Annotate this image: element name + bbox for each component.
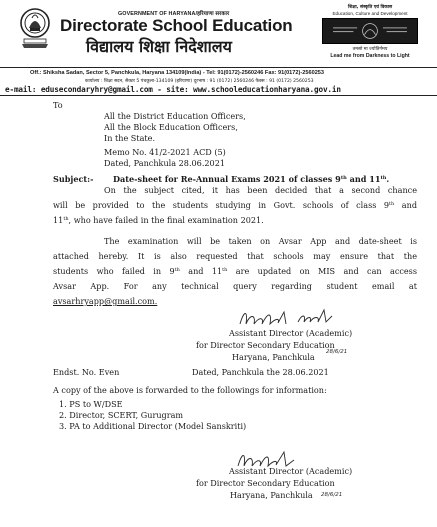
handwritten-date: 28/6/21 xyxy=(326,349,348,355)
endorsement-number: Endst. No. Even xyxy=(53,367,120,377)
signatory-title: Assistant Director (Academic) xyxy=(229,328,353,338)
paragraph-2-line-3: students who failed in 9th and 11th are updated on MIS and can access xyxy=(53,266,417,276)
contact-email-website: e-mail: edusecondaryhry@gmail.com - site: www.schooleducationharyana.gov.in xyxy=(5,85,341,94)
recipient-line: All the Block Education Officers, xyxy=(104,122,238,132)
copy-list-item: 1. PS to W/DSE xyxy=(59,399,123,409)
copy-forward-line: A copy of the above is forwarded to the followings for information: xyxy=(53,385,327,395)
paragraph-2-line-2: attached hereby. It is also requested that schools may ensure that the xyxy=(53,251,417,261)
copy-list-item: 3. PA to Additional Director (Model Sanskriti) xyxy=(59,421,247,431)
letterhead-divider-bottom xyxy=(0,95,437,96)
letterhead-right-block xyxy=(308,4,432,59)
signatory-title: Assistant Director (Academic) xyxy=(229,466,353,476)
recipient-line: All the District Education Officers, xyxy=(104,111,246,121)
haryana-emblem-icon xyxy=(18,6,52,50)
support-email-link[interactable]: avsarhryapp@gmail.com. xyxy=(53,296,158,306)
signatory-place: Haryana, Panchkula xyxy=(232,352,315,362)
office-address-english: Off.: Shiksha Sadan, Sector 5, Panchkula, Haryana 134109(India) - Tel: 91(0172)-2560246 Fax: 91(0172)-2560253 xyxy=(30,70,325,76)
paragraph-1-line-2: will be provided to the students studying in Govt. schools of class 9th and xyxy=(53,200,417,210)
paragraph-2-line-1: The examination will be taken on Avsar App and date-sheet is xyxy=(104,236,417,246)
motto-english: Lead me from Darkness to Light xyxy=(330,53,410,59)
right-tagline-english: Education, Culture and Development xyxy=(332,11,408,16)
education-department-logo-icon xyxy=(322,18,418,44)
subject-label: Subject:- xyxy=(53,174,94,184)
office-address-hindi: कार्यालय : शिक्षा सदन, सैक्टर 5 पंचकूला-134109 (हरियाणा) दूरभाष : 91 (0172) 2560246 फैक्स : 91 (0172) 2560253 xyxy=(85,79,314,84)
paragraph-1-line-1: On the subject cited, it has been decided that a second chance xyxy=(104,185,417,195)
paragraph-1-line-3: 11th, who have failed in the final examination 2021. xyxy=(53,215,264,225)
right-tagline-hindi: शिक्षा, संस्कृति एवं विकास xyxy=(347,5,393,10)
copy-list-item: 2. Director, SCERT, Gurugram xyxy=(59,410,184,420)
government-line: GOVERNMENT OF HARYANA/हरियाणा सरकार xyxy=(118,11,230,17)
memo-date: Dated, Panchkula 28.06.2021 xyxy=(104,158,225,168)
endorsement-date: Dated, Panchkula the 28.06.2021 xyxy=(192,367,329,377)
department-name-english: Directorate School Education xyxy=(60,16,293,35)
department-name-hindi: विद्यालय शिक्षा निदेशालय xyxy=(86,37,232,56)
subject-text: Date-sheet for Re-Annual Exams 2021 of classes 9th and 11th. xyxy=(113,174,390,184)
signatory-for: for Director Secondary Education xyxy=(196,340,335,350)
to-label: To xyxy=(53,100,63,110)
letterhead-divider xyxy=(0,67,437,68)
paragraph-2-line-4: Avsar App. For any technical query regarding student email at xyxy=(53,281,417,291)
recipient-line: In the State. xyxy=(104,133,156,143)
signatory-for: for Director Secondary Education xyxy=(196,478,335,488)
memo-number: Memo No. 41/2-2021 ACD (5) xyxy=(104,147,226,157)
handwritten-date: 28/6/21 xyxy=(321,492,343,498)
motto-hindi: तमसो मा ज्योतिर्गमय xyxy=(352,47,388,52)
signatory-place: Haryana, Panchkula xyxy=(230,490,313,500)
